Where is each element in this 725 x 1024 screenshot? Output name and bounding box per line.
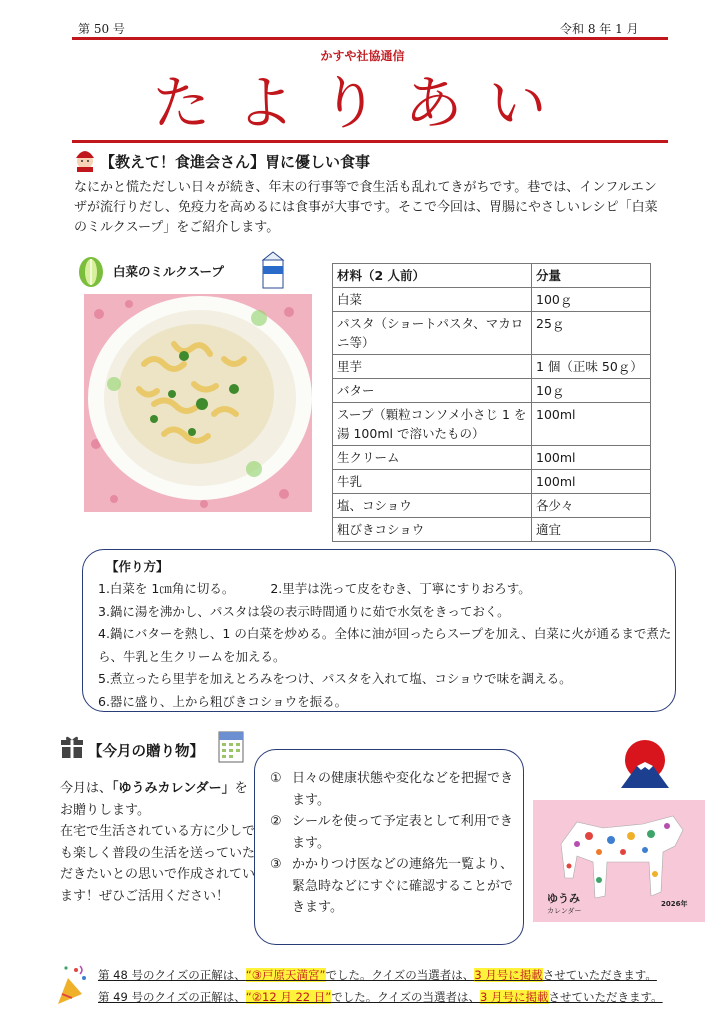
issue-number: 第 50 号 — [78, 22, 125, 36]
quiz-answer-48 — [98, 964, 663, 986]
gift-line1-end: をお贈りします。 — [60, 781, 248, 818]
step-3: 3.鍋に湯を沸かし、パスタは袋の表示時間通りに茹で水気をきっておく。 — [98, 603, 510, 619]
gift-description — [60, 778, 255, 907]
milk-carton-icon — [258, 250, 288, 290]
list-item — [270, 811, 514, 854]
quiz-answers — [98, 964, 663, 1008]
milk-soup-photo — [84, 294, 312, 512]
quiz-text: 第 48 号のクイズの正解は、 — [98, 968, 246, 982]
section-title-recipe: 【教えて！食進会さん】胃に優しい食事 — [100, 153, 371, 171]
quiz-text: させていただきます。 — [542, 968, 657, 982]
calendar-title: ゆうみ — [547, 892, 580, 905]
ingredient-name: バター — [333, 379, 532, 403]
item-text: かかりつけ医などの連絡先一覧より、緊急時などにすぐに確認することができます。 — [292, 857, 514, 915]
recipe-intro: なにかと慌ただしい日々が続き、年末の行事等で食生活も乱れてきがちです。巷では、インフルエンザが流行りだし、免疫力を高めるには食事が大事です。そこで今回は、胃腸にやさしいレシピ「白菜のミルクスープ」をご紹介します。 — [74, 180, 658, 235]
step-4: 4.鍋にバターを熱し、1 の白菜を炒める。全体に油が回ったらスープを加え、白菜に火が通るまで煮たら、牛乳と生クリームを加える。 — [98, 626, 672, 664]
ingredient-name: 粗びきコショウ — [333, 518, 532, 542]
quiz-answer: “②12 月 22 日” — [245, 990, 332, 1004]
header-ingredient: 材料（2 人前） — [333, 264, 532, 288]
method-title: 【作り方】 — [106, 559, 169, 574]
ingredient-name: 塩、コショウ — [333, 494, 532, 518]
table-row — [333, 494, 651, 518]
gift-line1: 今月は、 — [60, 781, 113, 796]
ingredient-amount: 100ml — [532, 470, 651, 494]
quiz-answer-49 — [98, 986, 663, 1008]
ingredient-amount: 100ｇ — [532, 288, 651, 312]
table-row — [333, 470, 651, 494]
item-number: ② — [270, 814, 282, 829]
method-steps — [98, 578, 673, 713]
item-text: 日々の健康状態や変化などを把握できます。 — [292, 771, 514, 808]
quiz-text: 第 49 号のクイズの正解は、 — [98, 990, 246, 1004]
issue-date: 令和 8 年 1 月 — [560, 22, 639, 36]
item-text: シールを使って予定表として利用できます。 — [292, 814, 513, 851]
table-row — [333, 355, 651, 379]
gift-body: 在宅で生活されている方に少しでも楽しく普段の生活を送っていただきたいとの思いで作成されています！ぜひご活用ください！ — [60, 824, 256, 904]
header-amount: 分量 — [532, 264, 651, 288]
step-row — [98, 578, 673, 601]
ingredient-amount: 各少々 — [532, 494, 651, 518]
ingredient-amount: 適宜 — [532, 518, 651, 542]
table-row — [333, 312, 651, 355]
gift-item-name: 「ゆうみカレンダー」 — [112, 781, 235, 796]
table-row — [333, 379, 651, 403]
ingredient-name: スープ（顆粒コンソメ小さじ 1 を湯 100ml で溶いたもの） — [333, 403, 532, 446]
table-header-row — [333, 264, 651, 288]
table-row — [333, 446, 651, 470]
list-item — [270, 854, 514, 919]
recipe-name: 白菜のミルクスープ — [113, 264, 224, 279]
step-5: 5.煮立ったら里芋を加えとろみをつけ、パスタを入れて塩、コショウで味を調える。 — [98, 671, 572, 686]
step-6: 6.器に盛り、上から粗びきコショウを振る。 — [98, 693, 348, 709]
item-number: ① — [270, 771, 282, 786]
gift-icon — [60, 734, 84, 760]
quiz-text: させていただきます。 — [548, 990, 663, 1004]
ingredient-name: パスタ（ショートパスタ、マカロニ等） — [333, 312, 532, 355]
ingredient-amount: 100ml — [532, 446, 651, 470]
step-1: 1.白菜を 1㎝角に切る。 — [98, 581, 235, 596]
newsletter-subtitle: かすや社協通信 — [320, 49, 405, 63]
quiz-month: 3 月号に掲載 — [480, 990, 549, 1004]
gift-section-title: 【今月の贈り物】 — [88, 744, 204, 760]
yuumi-calendar-picture — [533, 800, 705, 922]
ingredient-amount: 10ｇ — [532, 379, 651, 403]
calendar-icon — [218, 729, 244, 763]
quiz-month: 3 月号に掲載 — [474, 968, 543, 982]
item-number: ③ — [270, 857, 282, 872]
ingredient-amount: 100ml — [532, 403, 651, 446]
ingredient-amount: 1 個（正味 50ｇ） — [532, 355, 651, 379]
calendar-year: 2026年 — [661, 900, 688, 908]
table-row — [333, 403, 651, 446]
table-row — [333, 288, 651, 312]
chef-icon — [72, 146, 98, 172]
ingredient-name: 白菜 — [333, 288, 532, 312]
ingredient-name: 牛乳 — [333, 470, 532, 494]
gift-features-list — [270, 768, 514, 919]
title-divider — [72, 140, 668, 143]
ingredient-amount: 25ｇ — [532, 312, 651, 355]
list-item — [270, 768, 514, 811]
ingredient-name: 里芋 — [333, 355, 532, 379]
quiz-text: でした。クイズの当選者は、 — [325, 968, 475, 982]
ingredients-table — [332, 263, 651, 542]
step-2: 2.里芋は洗って皮をむき、丁寧にすりおろす。 — [270, 581, 531, 596]
cabbage-icon — [76, 254, 106, 288]
party-popper-icon — [54, 964, 88, 1006]
table-row — [333, 518, 651, 542]
quiz-answer: “③戸原天満宮” — [245, 968, 326, 982]
ingredient-name: 生クリーム — [333, 446, 532, 470]
header-divider — [72, 37, 668, 40]
quiz-text: でした。クイズの当選者は、 — [331, 990, 481, 1004]
fuji-sunrise-icon — [619, 738, 671, 790]
calendar-subtitle: カレンダー — [547, 907, 582, 915]
newsletter-title: たよりあい — [152, 69, 573, 137]
